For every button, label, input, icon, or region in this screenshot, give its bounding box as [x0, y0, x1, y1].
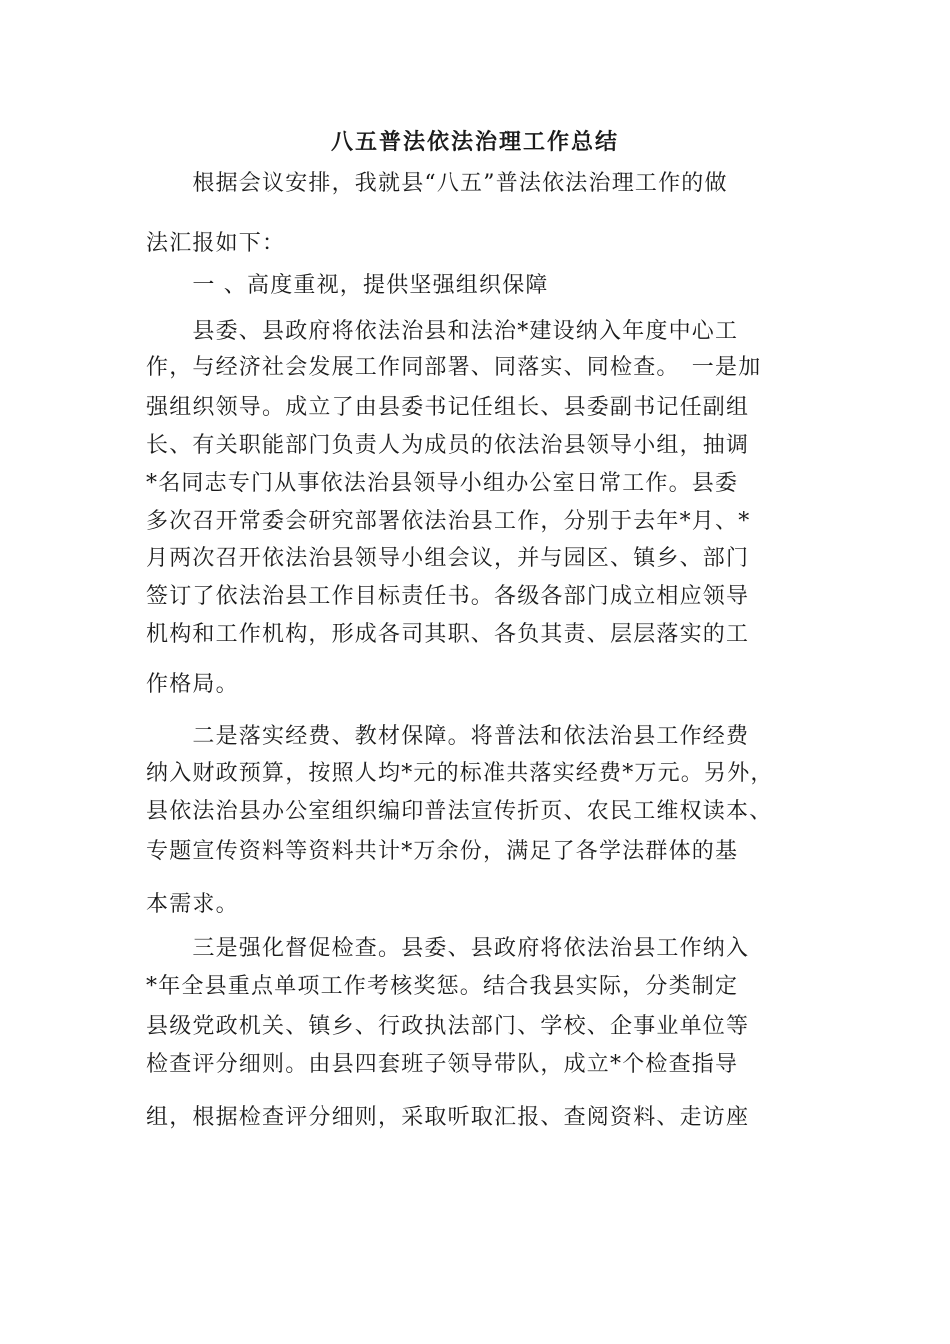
- text-line: 根据会议安排，我就县“八五”普法依法治理工作的做: [146, 171, 728, 196]
- text-line: 县依法治县办公室组织编印普法宣传折页、农民工维权读本、: [146, 799, 773, 824]
- text-line: 月两次召开依法治县领导小组会议，并与园区、镇乡、部门: [146, 546, 750, 571]
- text-line: 县委、县政府将依法治县和法治*建设纳入年度中心工: [146, 319, 739, 344]
- text-line: 强组织领导。成立了由县委书记任组长、县委副书记任副组: [146, 395, 750, 420]
- text-line: 检查评分细则。由县四套班子领导带队，成立*个检查指导: [146, 1052, 739, 1077]
- text-line: 长、有关职能部门负责人为成员的依法治县领导小组，抽调: [146, 433, 750, 458]
- text-line: 纳入财政预算，按照人均*元的标准共落实经费*万元。另外，: [146, 761, 774, 786]
- text-line: 专题宣传资料等资料共计*万余份，满足了各学法群体的基: [146, 839, 739, 864]
- text-line: 二是落实经费、教材保障。将普法和依法治县工作经费: [146, 724, 750, 749]
- document-title: 八五普法依法治理工作总结: [330, 129, 619, 155]
- text-line: 作，与经济社会发展工作同部署、同落实、同检查。 一是加: [146, 355, 762, 380]
- text-line: *名同志专门从事依法治县领导小组办公室日常工作。县委: [146, 471, 739, 496]
- text-line: 本需求。: [146, 892, 239, 917]
- text-line: *年全县重点单项工作考核奖惩。结合我县实际，分类制定: [146, 974, 739, 999]
- text-line: 机构和工作机构，形成各司其职、各负其责、层层落实的工: [146, 622, 750, 647]
- text-line: 多次召开常委会研究部署依法治县工作，分别于去年*月、*: [146, 509, 751, 534]
- text-line: 县级党政机关、镇乡、行政执法部门、学校、企事业单位等: [146, 1014, 750, 1039]
- text-line: 作格局。: [146, 672, 239, 697]
- text-line: 法汇报如下：: [146, 231, 286, 256]
- text-line: 组，根据检查评分细则，采取听取汇报、查阅资料、走访座: [146, 1105, 750, 1130]
- text-line: 三是强化督促检查。县委、县政府将依法治县工作纳入: [146, 936, 750, 961]
- section-heading: 一 、高度重视，提供坚强组织保障: [146, 273, 549, 298]
- text-line: 签订了依法治县工作目标责任书。各级各部门成立相应领导: [146, 584, 750, 609]
